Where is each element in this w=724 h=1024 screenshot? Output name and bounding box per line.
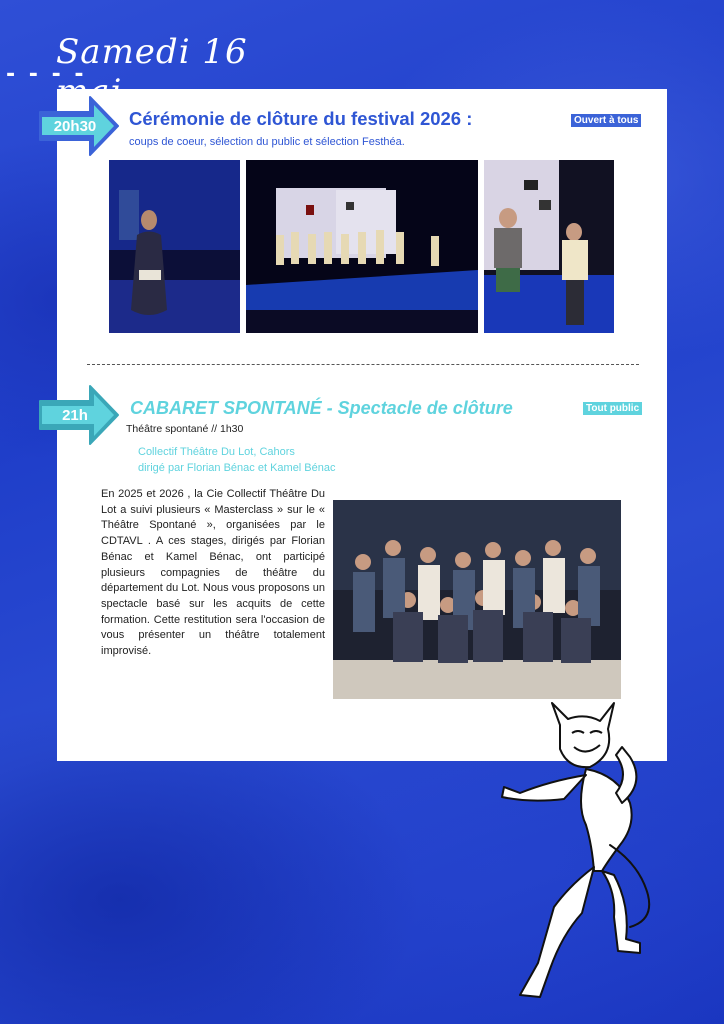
- time-arrow-2030: [38, 95, 120, 157]
- dancing-devil-illustration: [490, 695, 660, 1019]
- event2-title: CABARET SPONTANÉ - Spectacle de clôture: [130, 398, 513, 418]
- company-line2: dirigé par Florian Bénac et Kamel Bénac: [138, 462, 336, 474]
- event1-title: Cérémonie de clôture du festival 2026 :: [129, 108, 473, 129]
- event2-badge: Tout public: [583, 402, 642, 415]
- page-heading: [0, 28, 320, 87]
- event2-genre: Théâtre spontané // 1h30: [126, 423, 244, 435]
- photo-troupe-group: [333, 500, 621, 699]
- event2-company: [138, 444, 336, 476]
- event1-time: 20h30: [53, 117, 97, 135]
- event2-description: En 2025 et 2026 , la Cie Collectif Théâtre Du Lot a suivi plusieurs « Masterclass » sur le « Théâtre Spontané », organisées par le CDTAVL . A ces stages, dirigés par Florian Bénac et Kamel Bénac, ont participé plusieurs compagnies de théâtre du département du Lot. Nous vous proposons un spectacle basé sur les acquits de cette formation. Cette restitution sera l'occasion de vous présenter un théâtre totalement improvisé.: [101, 488, 325, 658]
- photo-stage-group: [246, 160, 478, 333]
- photo-woman-reading: [109, 160, 240, 333]
- event2-time: 21h: [62, 406, 88, 424]
- heading-dashes: - - - -: [6, 62, 87, 87]
- company-line1: Collectif Théâtre Du Lot, Cahors: [138, 446, 295, 458]
- section-divider: [87, 364, 639, 365]
- heading-date: Samedi 16: [56, 32, 248, 72]
- event1-subtitle: coups de coeur, sélection du public et sélection Festhéa.: [129, 136, 405, 148]
- event1-badge: Ouvert à tous: [571, 114, 641, 127]
- photo-two-men-microphone: [484, 160, 614, 333]
- time-arrow-21h: [38, 384, 120, 446]
